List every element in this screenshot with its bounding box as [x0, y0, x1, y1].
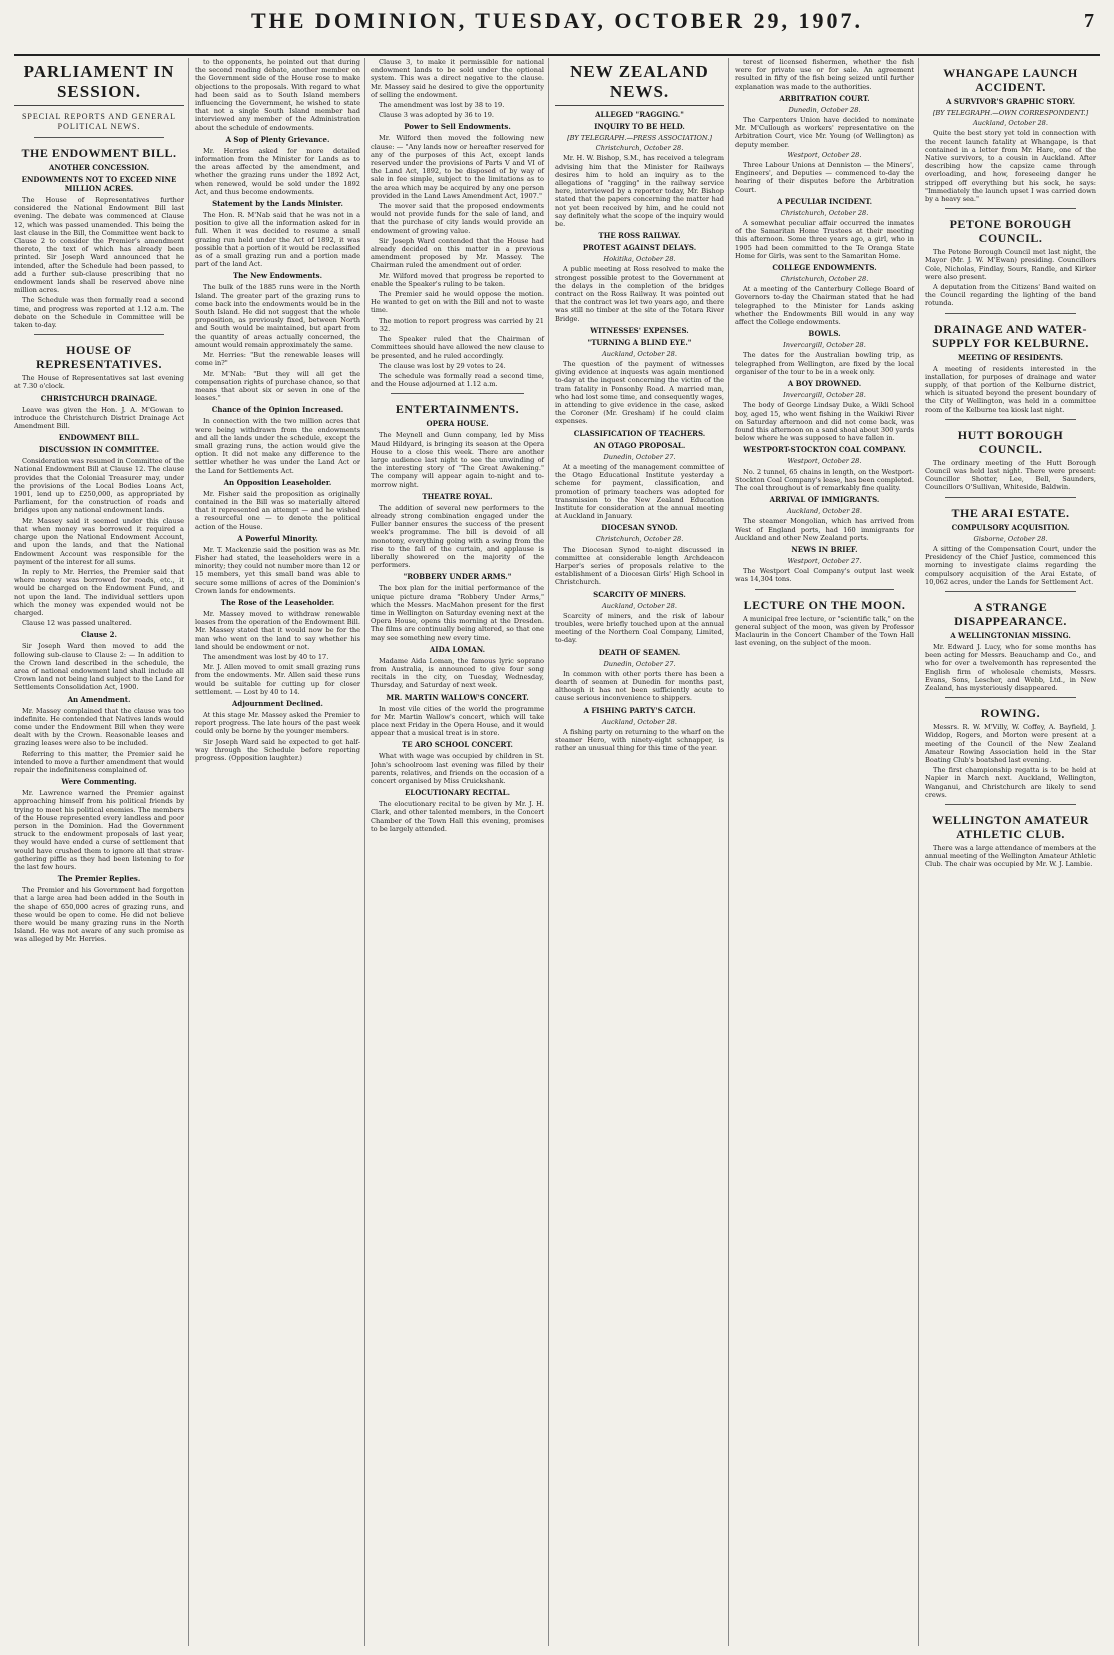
paragraph: The amendment was lost by 38 to 19. [379, 101, 505, 110]
article-subtitle: ARRIVAL OF IMMIGRANTS. [769, 495, 880, 505]
divider [945, 804, 1076, 805]
article-subtitle: PROTEST AGAINST DELAYS. [582, 243, 697, 253]
column-3 [371, 58, 549, 1646]
dateline: Christchurch, October 28. [780, 275, 869, 284]
paragraph: The steamer Mongolian, which has arrived from West of England ports, had 160 immigrants for Auckland and other New Zealand ports. [735, 517, 914, 542]
paragraph: Madame Aida Loman, the famous lyric soprano from Australia, is announced to give four song recitals in the city, on Tuesday, Wednesday, Thursday, and Saturday of next week. [371, 656, 544, 690]
paragraph: Referring to this matter, the Premier said he intended to move a further amendment that would repair the indefiniteness complained of. [14, 749, 184, 774]
article-subtitle: ANOTHER CONCESSION. [48, 163, 150, 172]
article-subtitle: A SURVIVOR'S GRAPHIC STORY. [945, 97, 1076, 106]
paragraph: In most vile cities of the world the programme for Mr. Martin Wallow's concert, which will take place next Friday in the Opera House, and it would appear that a musical treat is in store. [371, 704, 544, 738]
article-subtitle: A Sop of Plenty Grievance. [225, 134, 330, 144]
paragraph: In common with other ports there has been a dearth of seamen at Dunedin for months past, although it has not been sufficiently acute to cause serious inconvenience to shippers. [555, 669, 724, 703]
dateline: Westport, October 28. [787, 457, 862, 466]
paragraph: What with wage was occupied by children in St. John's schoolroom last evening was filled by their parents, relatives, and friends on the occasion of a concert organised by Miss Cruickshank. [371, 752, 544, 786]
divider [945, 497, 1076, 498]
article-subtitle: MR. MARTIN WALLOW'S CONCERT. [386, 692, 529, 702]
divider [945, 208, 1076, 209]
article-subtitle: WESTPORT-STOCKTON COAL COMPANY. [743, 445, 906, 455]
divider [945, 419, 1076, 420]
paragraph: Mr. Wilford moved that progress be reported to enable the Speaker's ruling to be taken. [371, 271, 544, 288]
dateline: Invercargill, October 28. [783, 341, 866, 350]
article-subtitle: TE ARO SCHOOL CONCERT. [402, 740, 513, 750]
article-subtitle: "ROBBERY UNDER ARMS." [403, 572, 512, 582]
paragraph: At a meeting of the Canterbury College Board of Governors to-day the Chairman stated that he had telegraphed to the Minister for Lands asking whether the Endowments Bill would in any way affect the College endowments. [735, 285, 914, 327]
paragraph: Scarcity of miners, and the risk of labour troubles, were briefly touched upon at the annual meeting of the Northern Coal Company, Limited, to-day. [555, 611, 724, 645]
section-header-nz-news: NEW ZEALAND NEWS. [555, 62, 724, 106]
article-subtitle: WITNESSES' EXPENSES. [590, 325, 689, 335]
paragraph: The Premier said he would oppose the motion. He wanted to get on with the Bill and not to waste time. [371, 290, 544, 315]
paragraph: The Carpenters Union have decided to nominate Mr. M'Cullough as workers' representative on the Arbitration Court, vice Mr. Young (of Wellington) as deputy member. [735, 116, 914, 149]
paragraph: Clause 12 was passed unaltered. [22, 619, 132, 628]
article-title-hutt: HUTT BOROUGH COUNCIL. [957, 427, 1064, 456]
paragraph: The Speaker ruled that the Chairman of Committees should have allowed the new clause to be presented, and he ruled accordingly. [371, 335, 544, 360]
divider [945, 313, 1076, 314]
paragraph: The dates for the Australian bowling trip, as telegraphed from Wellington, are fixed by the local organiser of the tour to be in a week only. [735, 351, 914, 376]
paragraph: The elocutionary recital to be given by Mr. J. H. Clark, and other talented members, in the Concert Chamber of the Town Hall this evening, promises to be largely attended. [371, 800, 544, 833]
paragraph: Clause 3 was adopted by 36 to 19. [379, 111, 495, 120]
article-title-petone: PETONE BOROUGH COUNCIL. [949, 217, 1072, 246]
paragraph: The addition of several new performers to the already strong combination engaged under the Fuller banner ensures the success of the present week's programme. The bill is devoid of all monotony, everything going with a swing from the rise to the fall of the curtain, and applause is liberally showered on the majority of the performers. [371, 503, 544, 570]
article-subtitle: A FISHING PARTY'S CATCH. [583, 705, 696, 715]
article-subtitle: COMPULSORY ACQUISITION. [951, 522, 1070, 532]
paragraph: Mr. T. Mackenzie said the position was as Mr. Fisher had stated, the leaseholders were in a minority; they could not number more than 12 or 15 members, yet this small band was able to secure some millions of acres of the Dominion's Crown lands for endowments. [195, 545, 360, 595]
article-subtitle: THEATRE ROYAL. [422, 491, 493, 501]
paragraph: to the opponents, he pointed out that during the second reading debate, another member on the Government side of the House rose to make objections to the proposals. With regard to what had been said as to South Island members influencing the Government, he wished to state that not a single South Island member had interviewed any member of the Administration about the schedule of endowments. [195, 58, 360, 132]
paragraph: Mr. Massey complained that the clause was too indefinite. He contended that Natives lands would come under the Endowment Bill when they were dealt with by the Crown. Reasonable leases and grazing leases were also to be included. [14, 706, 184, 748]
article-subtitle: SCARCITY OF MINERS. [593, 589, 686, 599]
article-title-lecture: LECTURE ON THE MOON. [743, 597, 906, 612]
column-1 [14, 58, 189, 1646]
article-subtitle: ENDOWMENTS NOT TO EXCEED NINE MILLION ACRES. [21, 175, 177, 193]
paragraph: In connection with the two million acres that were being withdrawn from the endowments and all the lands under the schedule, except the small grazing runs, the action would give the option. It did not make any difference to the settler whether he was under the Land Act or the Land for Settlements Act. [195, 417, 360, 475]
column-4 [555, 58, 729, 1646]
paragraph: Mr. Herries asked for more detailed information from the Minister for Lands as to the areas affected by the amendment, and whether the grazing runs under the 1892 Act, when renewed, would be sold under the 1892 Act, and thus become endowments. [195, 146, 360, 196]
article-subtitle: INQUIRY TO BE HELD. [594, 122, 685, 131]
paragraph: The mover said that the proposed endowments would not provide funds for the sale of land, and that the purchase of city lands would provide an endowment of growing value. [371, 202, 544, 235]
article-subtitle: ARBITRATION COURT. [779, 93, 870, 103]
article-title-rowing: ROWING. [980, 706, 1041, 721]
paragraph: The question of the payment of witnesses giving evidence at inquests was again mentioned to-day at the inquest concerning the victim of the tram fatality in Ponsonby Road. A married man, who had lost some time, and consequently wages, in attending to give evidence in the case, asked the Coroner (Mr. Gresham) if he could claim expenses. [555, 360, 724, 426]
paragraph: The body of George Lindsay Duke, a Wikli School boy, aged 15, who went fishing in the Waikiwi River on Saturday afternoon and did not come back, was found this afternoon on a sand shoal about 300 yards below where he was supposed to have fallen in. [735, 401, 914, 443]
paragraph: The Westport Coal Company's output last week was 14,304 tons. [735, 567, 914, 584]
paragraph: Mr. Massey said it seemed under this clause that when money was borrowed it required a charge upon the National Endowment Account, and upon the lands, and that the National Endowment Account was responsible for the payment of the interest for all sums. [14, 516, 184, 566]
article-subtitle: A PECULIAR INCIDENT. [776, 196, 873, 206]
article-subtitle: A BOY DROWNED. [787, 379, 862, 389]
paragraph: There was a large attendance of members at the annual meeting of the Wellington Amateur Athletic Club. The chair was occupied by Mr. W. J. Lambie. [925, 843, 1096, 869]
dateline: Westport, October 28. [787, 150, 862, 159]
paragraph: At a meeting of the management committee of the Otago Educational Institute yesterday a scheme for payment, classification, and promotion of primary teachers was adopted for transmission to the New Zealand Education Institute for consideration at the annual meeting at Auckland in January. [555, 462, 724, 521]
article-subtitle: The Premier Replies. [57, 874, 141, 884]
paragraph: Mr. Edward J. Lucy, who for some months has been acting for Messrs. Beauchamp and Co., and who for over a twelvemonth has represented the English firm of wholesale chemists, Messrs. Evans, Sons, Lescher, and Webb, Ltd., in New Zealand, has mysteriously disappeared. [925, 642, 1096, 692]
article-subtitle: MEETING OF RESIDENTS. [958, 352, 1063, 362]
article-subtitle: NEWS IN BRIEF. [791, 544, 858, 554]
paragraph: The Meynell and Gunn company, led by Miss Maud Hildyard, is bringing its season at the Opera House to a close this week. There are another large audience last night to see the unwinding of the interesting story of "The Great Awakening." The company will appear again to-night and to-morrow night. [371, 431, 544, 489]
paragraph: A sitting of the Compensation Court, under the Presidency of the Chief Justice, commenced this morning to investigate claims regarding the compulsory acquisition of the Arai Estate, of 10,062 acres, under the Lands for Settlement Act. [925, 544, 1096, 586]
paragraph: Mr. H. W. Bishop, S.M., has received a telegram advising him that the Minister for Railways desires him to hold an inquiry as to the allegations of "ragging" in the railway service here, interviewed by a reporter today, Mr. Bishop stated that the papers concerning the matter had not yet been received by him, and he could not say definitely what the scope of the inquiry would be. [555, 154, 724, 229]
article-subtitle: An Opposition Leaseholder. [223, 477, 332, 487]
divider [34, 334, 164, 335]
wire-tag: [BY TELEGRAPH.—PRESS ASSOCIATION.] [567, 134, 712, 142]
column-6 [925, 58, 1100, 1646]
dateline: Hokitika, October 28. [603, 255, 676, 264]
paragraph: A public meeting at Ross resolved to make the strongest possible protest to the Government at the delays in the completion of the bridges contract on the Ross Railway. It was pointed out that the contract was let two years ago, and there was still no timber at the site of the Totara River Bridge. [555, 265, 724, 323]
article-subtitle: Clause 2. [81, 630, 117, 640]
article-subtitle: Chance of the Opinion Increased. [211, 405, 344, 415]
article-subtitle: Were Commenting. [61, 777, 137, 787]
paragraph: A deputation from the Citizens' Band waited on the Council regarding the lighting of the band rotunda. [925, 283, 1096, 308]
article-subtitle: BOWLS. [808, 329, 841, 339]
dateline: Christchurch, October 28. [595, 535, 684, 544]
section-header-parliament: PARLIAMENT IN SESSION. [14, 62, 184, 106]
paragraph: Leave was given the Hon. J. A. M'Gowan to introduce the Christchurch District Drainage Act Amendment Bill. [14, 405, 184, 431]
article-subtitle: THE ROSS RAILWAY. [598, 231, 681, 241]
paragraph: The first championship regatta is to be held at Napier in March next. Auckland, Wellington, Wanganui, and Christchurch are likely to send crews. [925, 766, 1096, 799]
article-subtitle: OPERA HOUSE. [426, 419, 489, 429]
paragraph: A municipal free lecture, or "scientific talk," on the general subject of the moon, was given by Professor Maclaurin in the Concert Chamber of the Town Hall last evening, on the subject of the moon. [735, 614, 914, 648]
column-2 [195, 58, 365, 1646]
divider [34, 137, 164, 138]
paragraph: The Hon. R. M'Nab said that he was not in a position to give all the information asked for in full. When it was decided to resume a small grazing run held under the Act of 1892, it was possible that a portion of it would be reclassified as of a small grazing run and a portion made part of the land Act. [195, 211, 360, 269]
paragraph: Mr. Herries: "But the renewable leases will come in?" [195, 351, 360, 368]
paragraph: The Schedule was then formally read a second time, and progress was reported at 1.12 a.m. The debate on the Schedule in Committee will be taken to-day. [14, 296, 184, 330]
paragraph: The box plan for the initial performance of the unique picture drama "Robbery Under Arms," which the Messrs. MacMahon present for the first time in Wellington on Saturday evening next at the Opera House, opens this morning at the Dresden. The films are continually being altered, so that one may see something new every time. [371, 584, 544, 642]
article-subtitle: DISCUSSION IN COMMITTEE. [38, 445, 160, 455]
article-title-house: HOUSE OF REPRESENTATIVES. [36, 343, 162, 372]
dateline: Auckland, October 28. [602, 601, 677, 610]
article-subtitle: The Rose of the Leaseholder. [220, 597, 335, 607]
paragraph: Sir Joseph Ward then moved to add the following sub-clause to Clause 2: — In addition to the Crown land described in the schedule, the area of national endowment land shall include all Crown land not being land subject to the Land for Settlements Consolidation Act, 1900. [14, 642, 184, 692]
paragraph: Messrs. R. W. M'Villy, W. Coffey, A. Bayfield, J. Widdop, Rogers, and Morton were present at a meeting of the Council of the New Zealand Amateur Rowing Association held in the Star Boating Club's boatshed last evening. [925, 723, 1096, 764]
paragraph: Mr. J. Allen moved to omit small grazing runs from the endowments. Mr. Allen said these runs would be suitable for cutting up for closer settlement. — Lost by 40 to 14. [195, 663, 360, 696]
dateline: Dunedin, October 27. [603, 659, 676, 668]
article-subtitle: ALLEGED "RAGGING." [595, 110, 684, 119]
paragraph: Mr. Massey moved to withdraw renewable leases from the operation of the Endowment Bill. Mr. Massey stated that it would now be for the man who went on the land to say whether his land should be endowment or not. [195, 609, 360, 651]
article-subtitle: An Amendment. [67, 694, 131, 704]
article-subtitle: ENDOWMENT BILL. [58, 433, 140, 443]
article-subtitle: A WELLINGTONIAN MISSING. [950, 630, 1071, 640]
paragraph: Mr. Wilford then moved the following new clause: — "Any lands now or hereafter reserved for any of the purposes of this Act, except lands reserved under the provisions of Parts V and VI of the Land Act, 1892, to be disposed of by way of sale in fee simple, subject to the limitations as to the area which may be acquired by any one person provided in the Land Laws Amendment Act, 1907." [371, 134, 544, 200]
article-title-entertainments: ENTERTAINMENTS. [395, 402, 520, 417]
article-title-athletic: WELLINGTON AMATEUR ATHLETIC CLUB. [932, 812, 1089, 841]
divider [755, 589, 894, 590]
paragraph: Sir Joseph Ward contended that the House had already decided on this matter in a previous amendment proposed by Mr. Massey. The Chairman ruled the amendment out of order. [371, 236, 544, 270]
article-subtitle: COLLEGE ENDOWMENTS. [772, 263, 877, 273]
article-subtitle: Adjournment Declined. [232, 699, 323, 708]
dateline: Invercargill, October 28. [783, 391, 866, 400]
paragraph: Quite the best story yet told in connection with the recent launch fatality at Whangape, is that contained in a letter from Mr. Hare, one of the Native survivors, to a cousin in Auckland. After describing how the capsize came through overloading, and how, foreseeing danger he stripped off everything but his sock, he says: "Immediately the launch upset I was carried down by a heavy sea." [925, 129, 1096, 204]
paragraph: A somewhat peculiar affair occurred the inmates of the Samaritan Home Trustees at their meeting this afternoon. Some three years ago, a girl, who in 1905 had been committed to the Te Oranga State Home for Girls, was sent to the Samaritan Home. [735, 219, 914, 260]
paragraph: In reply to Mr. Herries, the Premier said that where money was borrowed for roads, etc., it would be charged on the Endowment Fund, and not upon the land. The individual settlers upon which the money was expended would not be charged. [14, 567, 184, 617]
paragraph: A fishing party on returning to the wharf on the steamer Hero, with ninety-eight schnapper, is rather an unusual thing for this time of the year. [555, 727, 724, 753]
article-subtitle: AN OTAGO PROPOSAL. [593, 440, 686, 450]
article-subtitle: CHRISTCHURCH DRAINAGE. [40, 393, 158, 403]
masthead-title: THE DOMINION, TUESDAY, OCTOBER 29, 1907. [250, 8, 864, 33]
paragraph: The Diocesan Synod to-night discussed in committee at considerable length Archdeacon Harper's series of proposals relative to the establishment of a Diocesan Girls' High School in Christchurch. [555, 545, 724, 587]
article-subtitle: DEATH OF SEAMEN. [598, 647, 681, 657]
paragraph: Three Labour Unions at Denniston — the Miners', Engineers', and Deputies — commenced to-day the hearing of their disputes before the Arbitration Court. [735, 161, 914, 194]
dateline: Christchurch, October 28. [780, 208, 869, 217]
paragraph: The Petone Borough Council met last night, the Mayor (Mr. J. W. M'Ewan) presiding. Councillors Cole, Nicholas, Findlay, Sours, Randle, and Kirker were also present. [925, 248, 1096, 281]
column-5 [735, 58, 919, 1646]
article-subtitle: DIOCESAN SYNOD. [601, 523, 678, 533]
wire-tag: [BY TELEGRAPH.—OWN CORRESPONDENT.] [932, 109, 1089, 117]
article-title-arai: THE ARAI ESTATE. [951, 505, 1070, 520]
dateline: Christchurch, October 28. [595, 144, 684, 153]
dateline: Auckland, October 28. [973, 119, 1048, 128]
paragraph: Mr. M'Nab: "But they will all get the compensation rights of purchase chance, so that means that about six or seven in one of the leases." [195, 369, 360, 403]
paragraph: The motion to report progress was carried by 21 to 32. [371, 316, 544, 333]
dateline: Auckland, October 28. [602, 349, 677, 358]
paragraph: The Premier and his Government had forgotten that a large area had been added in the South in the shape of 650,000 acres of grazing runs, and these would be open to come. He did not believe there would be many grazing runs in the North Island. He was not aware of any such promise as was alleged by Mr. Herries. [14, 886, 184, 944]
dateline: Gisborne, October 28. [973, 534, 1048, 543]
paragraph: The bulk of the 1885 runs were in the North Island. The greater part of the grazing runs to come back into the endowments would be in the South Island. He did not suggest that the whole proposition, as previously fixed, between North and South would be maintained, but apart from the quantity of areas actually concerned, the amount would remain approximately the same. [195, 283, 360, 349]
article-title-endowment-bill: THE ENDOWMENT BILL. [21, 146, 177, 160]
paragraph: Consideration was resumed in Committee of the National Endowment Bill at Clause 12. The clause provides that the Colonial Treasurer may, under the provisions of the Local Bodies Loans Act, 1901, lend up to £250,000, as appropriated by Parliament, for the construction of roads and bridges upon any national endowment lands. [14, 457, 184, 515]
article-title-kelburne: DRAINAGE AND WATER-SUPPLY FOR KELBURNE. [932, 321, 1089, 350]
columns [14, 58, 1100, 1646]
paragraph: The House of Representatives sat last evening at 7.30 o'clock. [14, 374, 184, 391]
masthead [14, 6, 1100, 56]
paragraph: Mr. Fisher said the proposition as originally contained in the Bill was so materially altered that it represented an attempt — and he wished a resourceful one — to denote the political action of the House. [195, 489, 360, 531]
paragraph: Mr. Lawrence warned the Premier against approaching himself from his political friends by trying to meet his political enemies. The members of the House represented every landless and poor person in the Dominion. Had the Government struck to the endowment proposals of last year, they would have ended a curse of settlement that would have crushed them to ignore all that straw-gathering piffle as they had been listening to for the last few hours. [14, 789, 184, 871]
paragraph: The amendment was lost by 40 to 17. [203, 652, 329, 661]
divider [391, 393, 524, 394]
paragraph: The House of Representatives further considered the National Endowment Bill last evening. The debate was commenced at Clause 12, which was passed unamended. This being the last clause in the Bill, the Committee went back to Clause 2 to consider the Premier's amendment thereto, the text of which has already been printed. Sir Joseph Ward announced that he intended, after the Schedule had been passed, to add a further sub-clause prescribing that no endowment lands shall be reserved above nine million acres. [14, 196, 184, 295]
dateline: Dunedin, October 28. [788, 105, 861, 114]
paragraph: The clause was lost by 29 votes to 24. [379, 361, 506, 370]
paragraph: terest of licensed fishermen, whether the fish were for private use or for sale. An agreement resulted in fifty of the fish being seized until further explanation was made to the authorities. [735, 58, 914, 91]
article-subtitle: "TURNING A BLIND EYE." [587, 337, 692, 347]
article-subtitle: A Powerful Minority. [237, 533, 318, 543]
article-subtitle: Statement by the Lands Minister. [212, 199, 343, 209]
paragraph: Sir Joseph Ward said he expected to get half-way through the Schedule before reporting progress. (Opposition laughter.) [195, 737, 360, 763]
article-title-disappearance: A STRANGE DISAPPEARANCE. [954, 599, 1067, 628]
article-subtitle: CLASSIFICATION OF TEACHERS. [573, 428, 706, 438]
section-subheader: SPECIAL REPORTS AND GENERAL POLITICAL NEWS. [21, 112, 176, 131]
article-subtitle: ELOCUTIONARY RECITAL. [404, 788, 511, 798]
dateline: Westport, October 27. [787, 556, 862, 565]
article-subtitle: The New Endowments. [232, 271, 323, 281]
article-subtitle: AIDA LOMAN. [429, 644, 486, 654]
paragraph: Clause 3, to make it permissible for national endowment lands to be sold under the optional system. This was a direct negative to the clause. Mr. Massey said he desired to give the opportunity of selling the endowment. [371, 58, 544, 99]
dateline: Auckland, October 28. [787, 507, 862, 516]
paragraph: The ordinary meeting of the Hutt Borough Council was held last night. There were present: Councillor Shotter, Lee, Bell, Saunders, Councillors O'Sullivan, Whiteside, Baldwin. [925, 458, 1096, 492]
article-subtitle: Power to Sell Endowments. [404, 122, 511, 132]
divider [945, 591, 1076, 592]
paragraph: No. 2 tunnel, 65 chains in length, on the Westport-Stockton Coal Company's lease, has been completed. The coal throughout is of remarkably fine quality. [735, 467, 914, 492]
paragraph: A meeting of residents interested in the installation, for purposes of drainage and water supply, of that portion of the Kelburne district, which is situated beyond the present boundary of the City of Wellington, was held in a committee room of the Kelburne tea kiosk last night. [925, 364, 1096, 414]
article-title-whangape: WHANGAPE LAUNCH ACCIDENT. [943, 66, 1078, 94]
paragraph: The schedule was formally read a second time, and the House adjourned at 1.12 a.m. [371, 371, 544, 389]
page-number: 7 [1084, 10, 1094, 32]
paragraph: At this stage Mr. Massey asked the Premier to report progress. The late hours of the past week could only be borne by the younger members. [195, 711, 360, 736]
divider [945, 697, 1076, 698]
dateline: Dunedin, October 27. [603, 452, 676, 461]
dateline: Auckland, October 28. [602, 717, 677, 726]
